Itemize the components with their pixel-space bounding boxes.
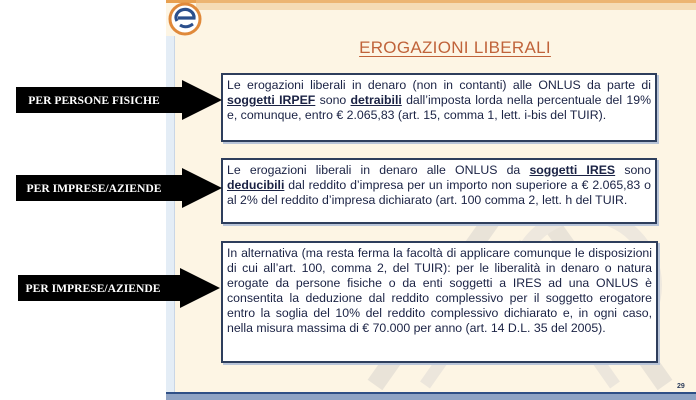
paragraph-alternativa: In alternativa (ma resta ferma la facoltà di applicare comunque le disposizioni di cui all’art. 100, comma 2, del TUIR): per le liberalità in denaro o natura erogate da persone fisiche o da enti soggetti a IRES ad una ONLUS è consentita la deduzione dal reddito complessivo per il soggetto erogatore entro la soglia del 10% del reddito complessivo dichiarato e, in ogni caso, nella misura massima di € 70.000 per anno (art. 14 D.L. 35 del 2005). <box>227 246 652 336</box>
text-segment: dal reddito d’impresa per un importo non superiore a € 2.065,83 o al 2% del reddito d’impresa dichiarato (art. 100 comma 2, lett. h del TUIR. <box>227 178 651 208</box>
page-number: 29 <box>677 383 685 390</box>
text-segment: dall’imposta lorda nella percentuale del 19% e, comunque, entro € 2.065,83 (art. 15, comma 1, lett. i-bis del TUIR). <box>227 93 652 123</box>
text-segment: Le erogazioni liberali in denaro alle ONLUS da <box>227 163 530 177</box>
arrow-persone-fisiche <box>16 80 222 125</box>
highlight-soggetti-irpef: soggetti IRPEF <box>227 93 316 108</box>
arrow-imprese-aziende-alternativa <box>18 268 220 313</box>
agency-logo-icon <box>168 2 202 36</box>
highlight-deducibili: deducibili <box>227 178 285 193</box>
paragraph-persone-fisiche <box>227 78 651 123</box>
text-segment: sono <box>615 163 651 177</box>
text-box-imprese-ires <box>221 158 657 224</box>
arrow-label: PER IMPRESE/AZIENDE <box>25 281 161 295</box>
text-box-alternativa <box>221 241 658 363</box>
text-box-persone-fisiche <box>221 73 657 142</box>
highlight-detraibili: detraibili <box>350 93 402 108</box>
arrow-imprese-aziende <box>16 168 222 213</box>
top-band <box>196 0 696 10</box>
text-segment: sono <box>315 93 351 108</box>
arrow-label: PER IMPRESE/AZIENDE <box>26 181 162 195</box>
bottom-stripe <box>166 394 696 400</box>
arrow-label: PER PERSONE FISICHE <box>28 93 160 107</box>
highlight-soggetti-ires: soggetti IRES <box>529 163 616 177</box>
text-segment: Le erogazioni liberali in denaro (non in contanti) alle ONLUS da parte di <box>227 78 651 92</box>
paragraph-imprese-ires <box>227 163 651 208</box>
page-title: EROGAZIONI LIBERALI <box>359 38 551 57</box>
